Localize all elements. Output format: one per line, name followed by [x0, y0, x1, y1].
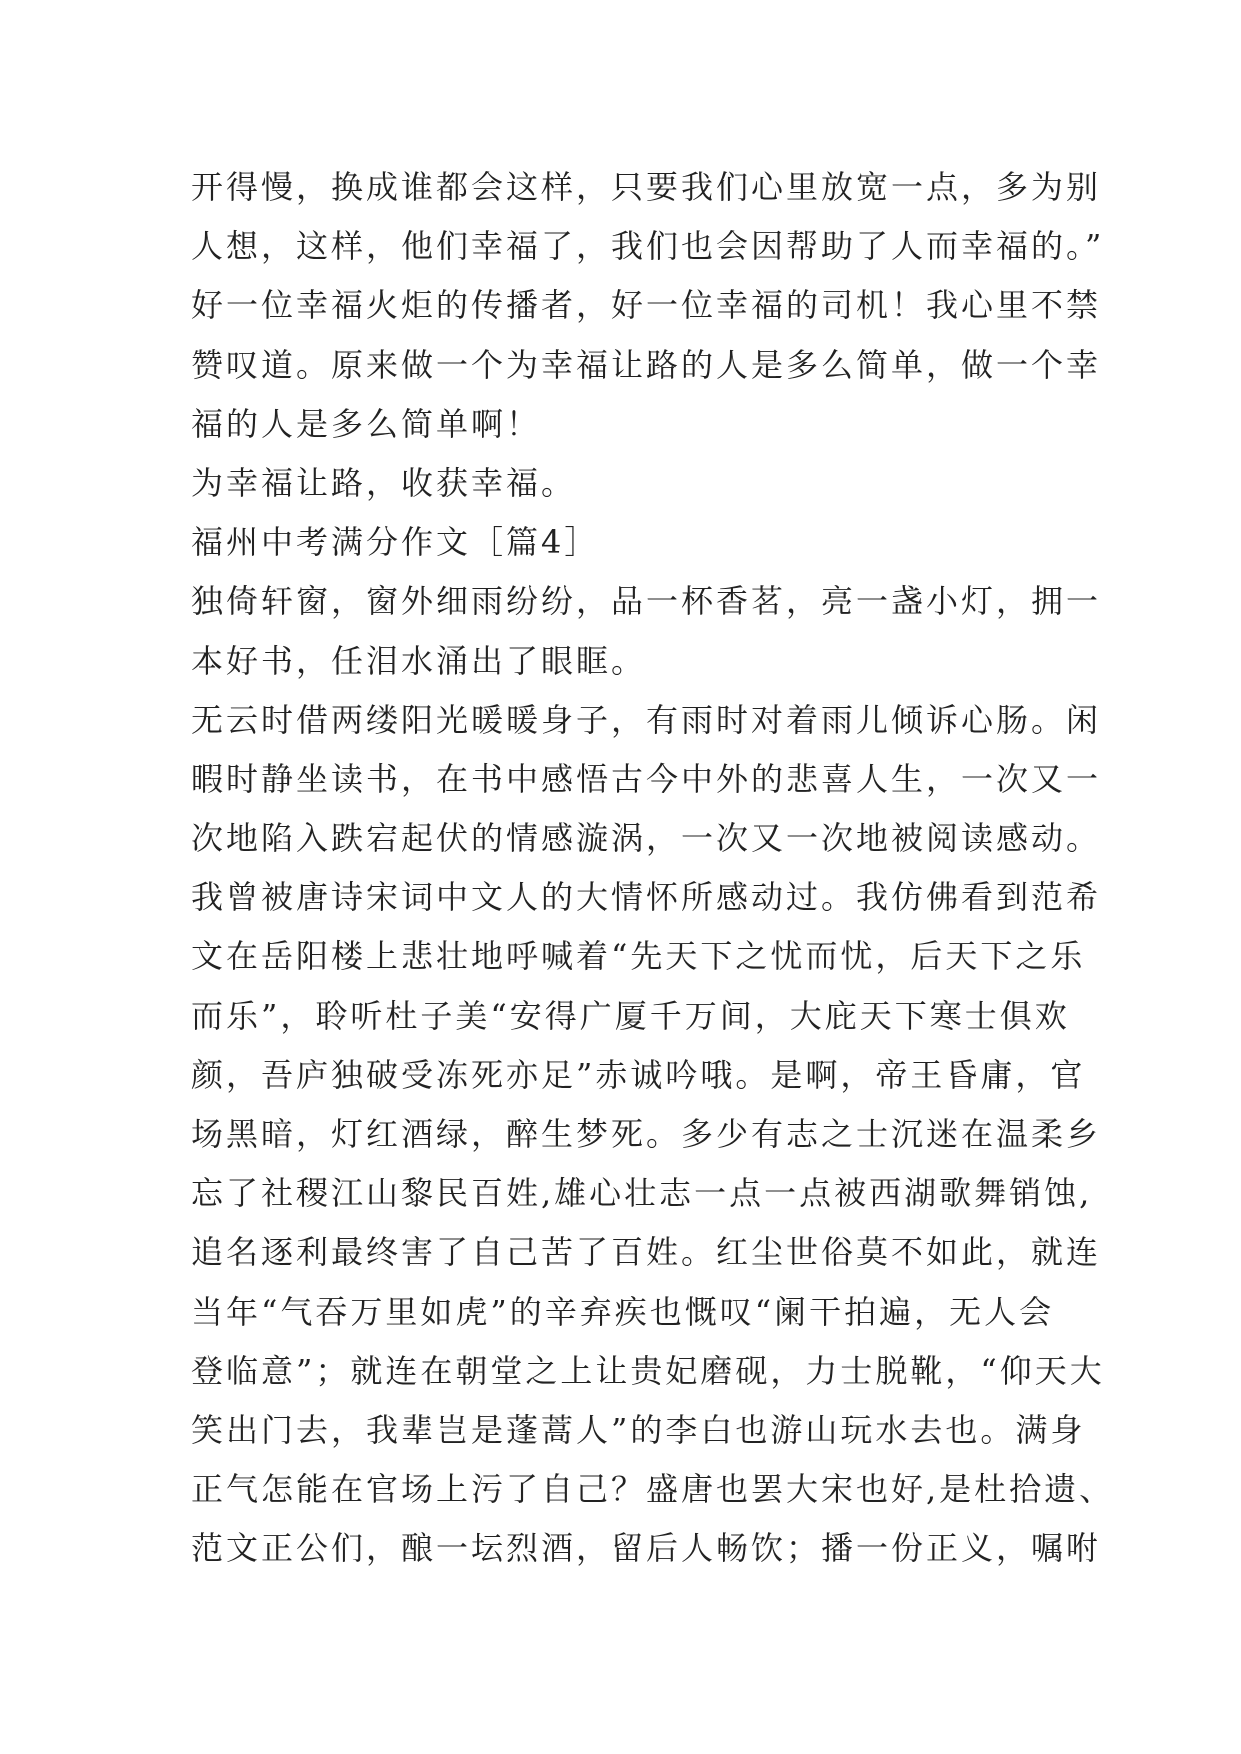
text-line-20: 当年“气吞万里如虎”的辛弃疾也慨叹“阑干拍遍，无人会	[191, 1292, 1055, 1331]
text-line-8: 独倚轩窗，窗外细雨纷纷，品一杯香茗，亮一盏小灯，拥一	[191, 582, 1102, 621]
text-line-2: 人想，这样，他们幸福了，我们也会因帮助了人而幸福的。”	[191, 227, 1105, 266]
text-line-11: 暇时静坐读书，在书中感悟古今中外的悲喜人生，一次又一	[191, 759, 1102, 798]
text-line-16: 颜，吾庐独破受冻死亦足”赤诚吟哦。是啊，帝王昏庸，官	[191, 1055, 1086, 1094]
text-line-17: 场黑暗，灯红酒绿，醉生梦死。多少有志之士沉迷在温柔乡	[191, 1115, 1102, 1153]
text-line-24: 范文正公们，酿一坛烈酒，留后人畅饮；播一份正义，嘱咐	[191, 1529, 1102, 1568]
text-line-1: 开得慢，换成谁都会这样，只要我们心里放宽一点，多为别	[191, 168, 1102, 206]
text-line-18: 忘了社稷江山黎民百姓,雄心壮志一点一点被西湖歌舞销蚀,	[191, 1174, 1093, 1213]
text-line-10: 无云时借两缕阳光暖暖身子，有雨时对着雨儿倾诉心肠。闲	[191, 700, 1102, 739]
text-line-15: 而乐”，聆听杜子美“安得广厦千万间，大庇天下寒士俱欢	[191, 996, 1070, 1035]
text-line-12: 次地陷入跌宕起伏的情感漩涡，一次又一次地被阅读感动。	[191, 819, 1102, 858]
text-line-21: 登临意”；就连在朝堂之上让贵妃磨砚，力士脱靴，“仰天大	[191, 1351, 1105, 1390]
text-line-23: 正气怎能在官场上污了自己？盛唐也罢大宋也好,是杜拾遗、	[191, 1470, 1115, 1509]
text-line-22: 笑出门去，我辈岂是蓬蒿人”的李白也游山玩水去也。满身	[191, 1410, 1086, 1449]
text-line-6: 为幸福让路，收获幸福。	[191, 463, 577, 502]
text-line-5: 福的人是多么简单啊！	[191, 404, 542, 443]
text-line-9: 本好书，任泪水涌出了眼眶。	[191, 641, 647, 680]
section-heading: 福州中考满分作文［篇4］	[191, 523, 600, 562]
text-line-4: 赞叹道。原来做一个为幸福让路的人是多么简单，做一个幸	[191, 345, 1102, 384]
text-line-13: 我曾被唐诗宋词中文人的大情怀所感动过。我仿佛看到范希	[191, 878, 1102, 917]
essay-text	[191, 158, 1115, 1579]
text-line-19: 追名逐利最终害了自己苦了百姓。红尘世俗莫不如此，就连	[191, 1233, 1102, 1272]
text-line-3: 好一位幸福火炬的传播者，好一位幸福的司机！我心里不禁	[191, 286, 1102, 325]
text-line-14: 文在岳阳楼上悲壮地呼喊着“先天下之忧而忧，后天下之乐	[191, 937, 1086, 976]
